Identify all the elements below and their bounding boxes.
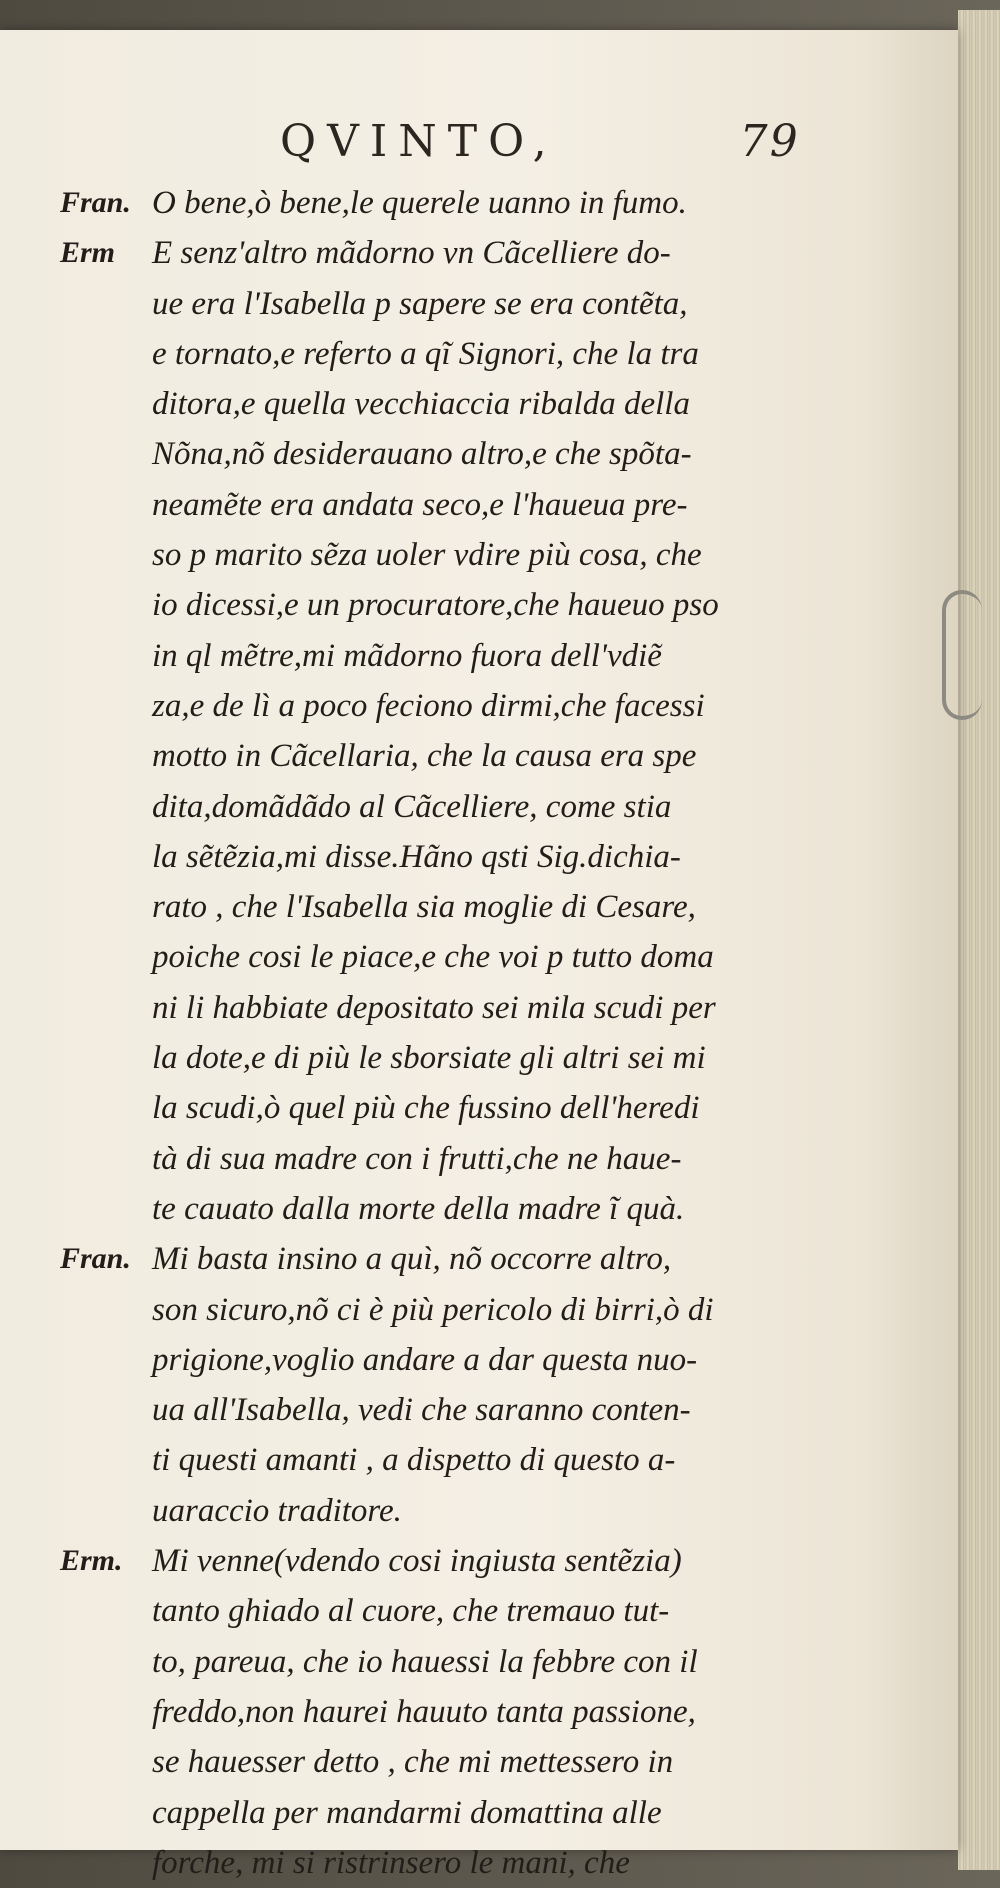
text-line: e tornato,e referto a qĩ Signori, che la tra — [152, 335, 699, 372]
text-line: freddo,non haurei hauuto tanta passione, — [152, 1693, 696, 1730]
page-clip — [942, 590, 982, 720]
speech-lines — [152, 228, 820, 1234]
text-line: te cauato dalla morte della madre ĩ quà. — [152, 1190, 685, 1227]
speaker-label: Fran. — [60, 186, 131, 219]
text-line: rato , che l'Isabella sia moglie di Cesare, — [152, 889, 696, 926]
page-edges — [958, 10, 1000, 1870]
speaker-label: Fran. — [60, 1242, 131, 1276]
text-line: son sicuro,nõ ci è più pericolo di birri,ò di — [152, 1291, 714, 1328]
text-line: ti questi amanti , a dispetto di questo a- — [152, 1442, 676, 1479]
text-line: za,e de lì a poco feciono dirmi,che facessi — [152, 687, 705, 724]
speaker-label: Erm. — [60, 1544, 123, 1578]
text-line: to, pareua, che io hauessi la febbre con il — [152, 1643, 698, 1680]
text-line: prigione,voglio andare a dar questa nuo- — [152, 1341, 698, 1378]
text-line: Nõna,nõ desiderauano altro,e che spõta- — [152, 436, 692, 473]
text-block — [60, 178, 820, 1888]
book-page — [0, 30, 958, 1881]
text-line: so p marito sẽza uoler vdire più cosa, che — [152, 537, 702, 574]
speech-lines — [152, 1536, 820, 1888]
text-line: ua all'Isabella, vedi che saranno conten- — [152, 1392, 691, 1429]
text-line: tanto ghiado al cuore, che tremauo tut- — [152, 1593, 670, 1630]
speech-block — [60, 1536, 820, 1888]
text-line: dita,domãdãdo al Cãcelliere, come stia — [152, 788, 672, 825]
text-line: la dote,e di più le sborsiate gli altri sei mi — [152, 1040, 706, 1077]
text-line: Mi basta insino a quì, nõ occorre altro, — [152, 1241, 672, 1278]
text-line: ni li habbiate depositato sei mila scudi per — [152, 989, 716, 1026]
text-line: io dicessi,e un procuratore,che haueuo pso — [152, 587, 719, 624]
text-line: se hauesser detto , che mi mettessero in — [152, 1744, 674, 1781]
text-line: ue era l'Isabella p sapere se era contẽta, — [152, 285, 688, 322]
text-line: neamẽte era andata seco,e l'haueua pre- — [152, 486, 688, 523]
speech-lines — [152, 1234, 820, 1536]
text-line: la sẽtẽzia,mi disse.Hãno qsti Sig.dichia- — [152, 838, 681, 875]
text-line: motto in Cãcellaria, che la causa era spe — [152, 738, 697, 775]
text-line: in ql mẽtre,mi mãdorno fuora dell'vdiẽ — [152, 637, 662, 674]
text-line: Mi venne(vdendo cosi ingiusta sentẽzia) — [152, 1543, 682, 1580]
text-line: cappella per mandarmi domattina alle — [152, 1794, 662, 1831]
text-line: ditora,e quella vecchiaccia ribalda della — [152, 386, 690, 423]
text-line: la scudi,ò quel più che fussino dell'heredi — [152, 1090, 700, 1127]
page-number: 79 — [739, 116, 800, 167]
running-head-title: QVINTO, — [280, 116, 558, 167]
speech-block — [60, 1234, 820, 1536]
speaker-label: Erm — [60, 236, 116, 270]
speech-lines — [152, 178, 820, 228]
text-line: tà di sua madre con i frutti,che ne haue- — [152, 1140, 682, 1177]
text-line: poiche cosi le piace,e che voi p tutto doma — [152, 939, 714, 976]
text-line: E senz'altro mãdorno vn Cãcelliere do- — [152, 235, 671, 272]
text-line: uaraccio traditore. — [152, 1492, 402, 1529]
speech-block — [60, 228, 820, 1234]
text-line: O bene,ò bene,le querele uanno in fumo. — [152, 185, 687, 221]
running-head — [280, 116, 800, 167]
speech-block — [60, 178, 820, 228]
text-line: forche, mi si ristrinsero le mani, che — [152, 1844, 630, 1881]
